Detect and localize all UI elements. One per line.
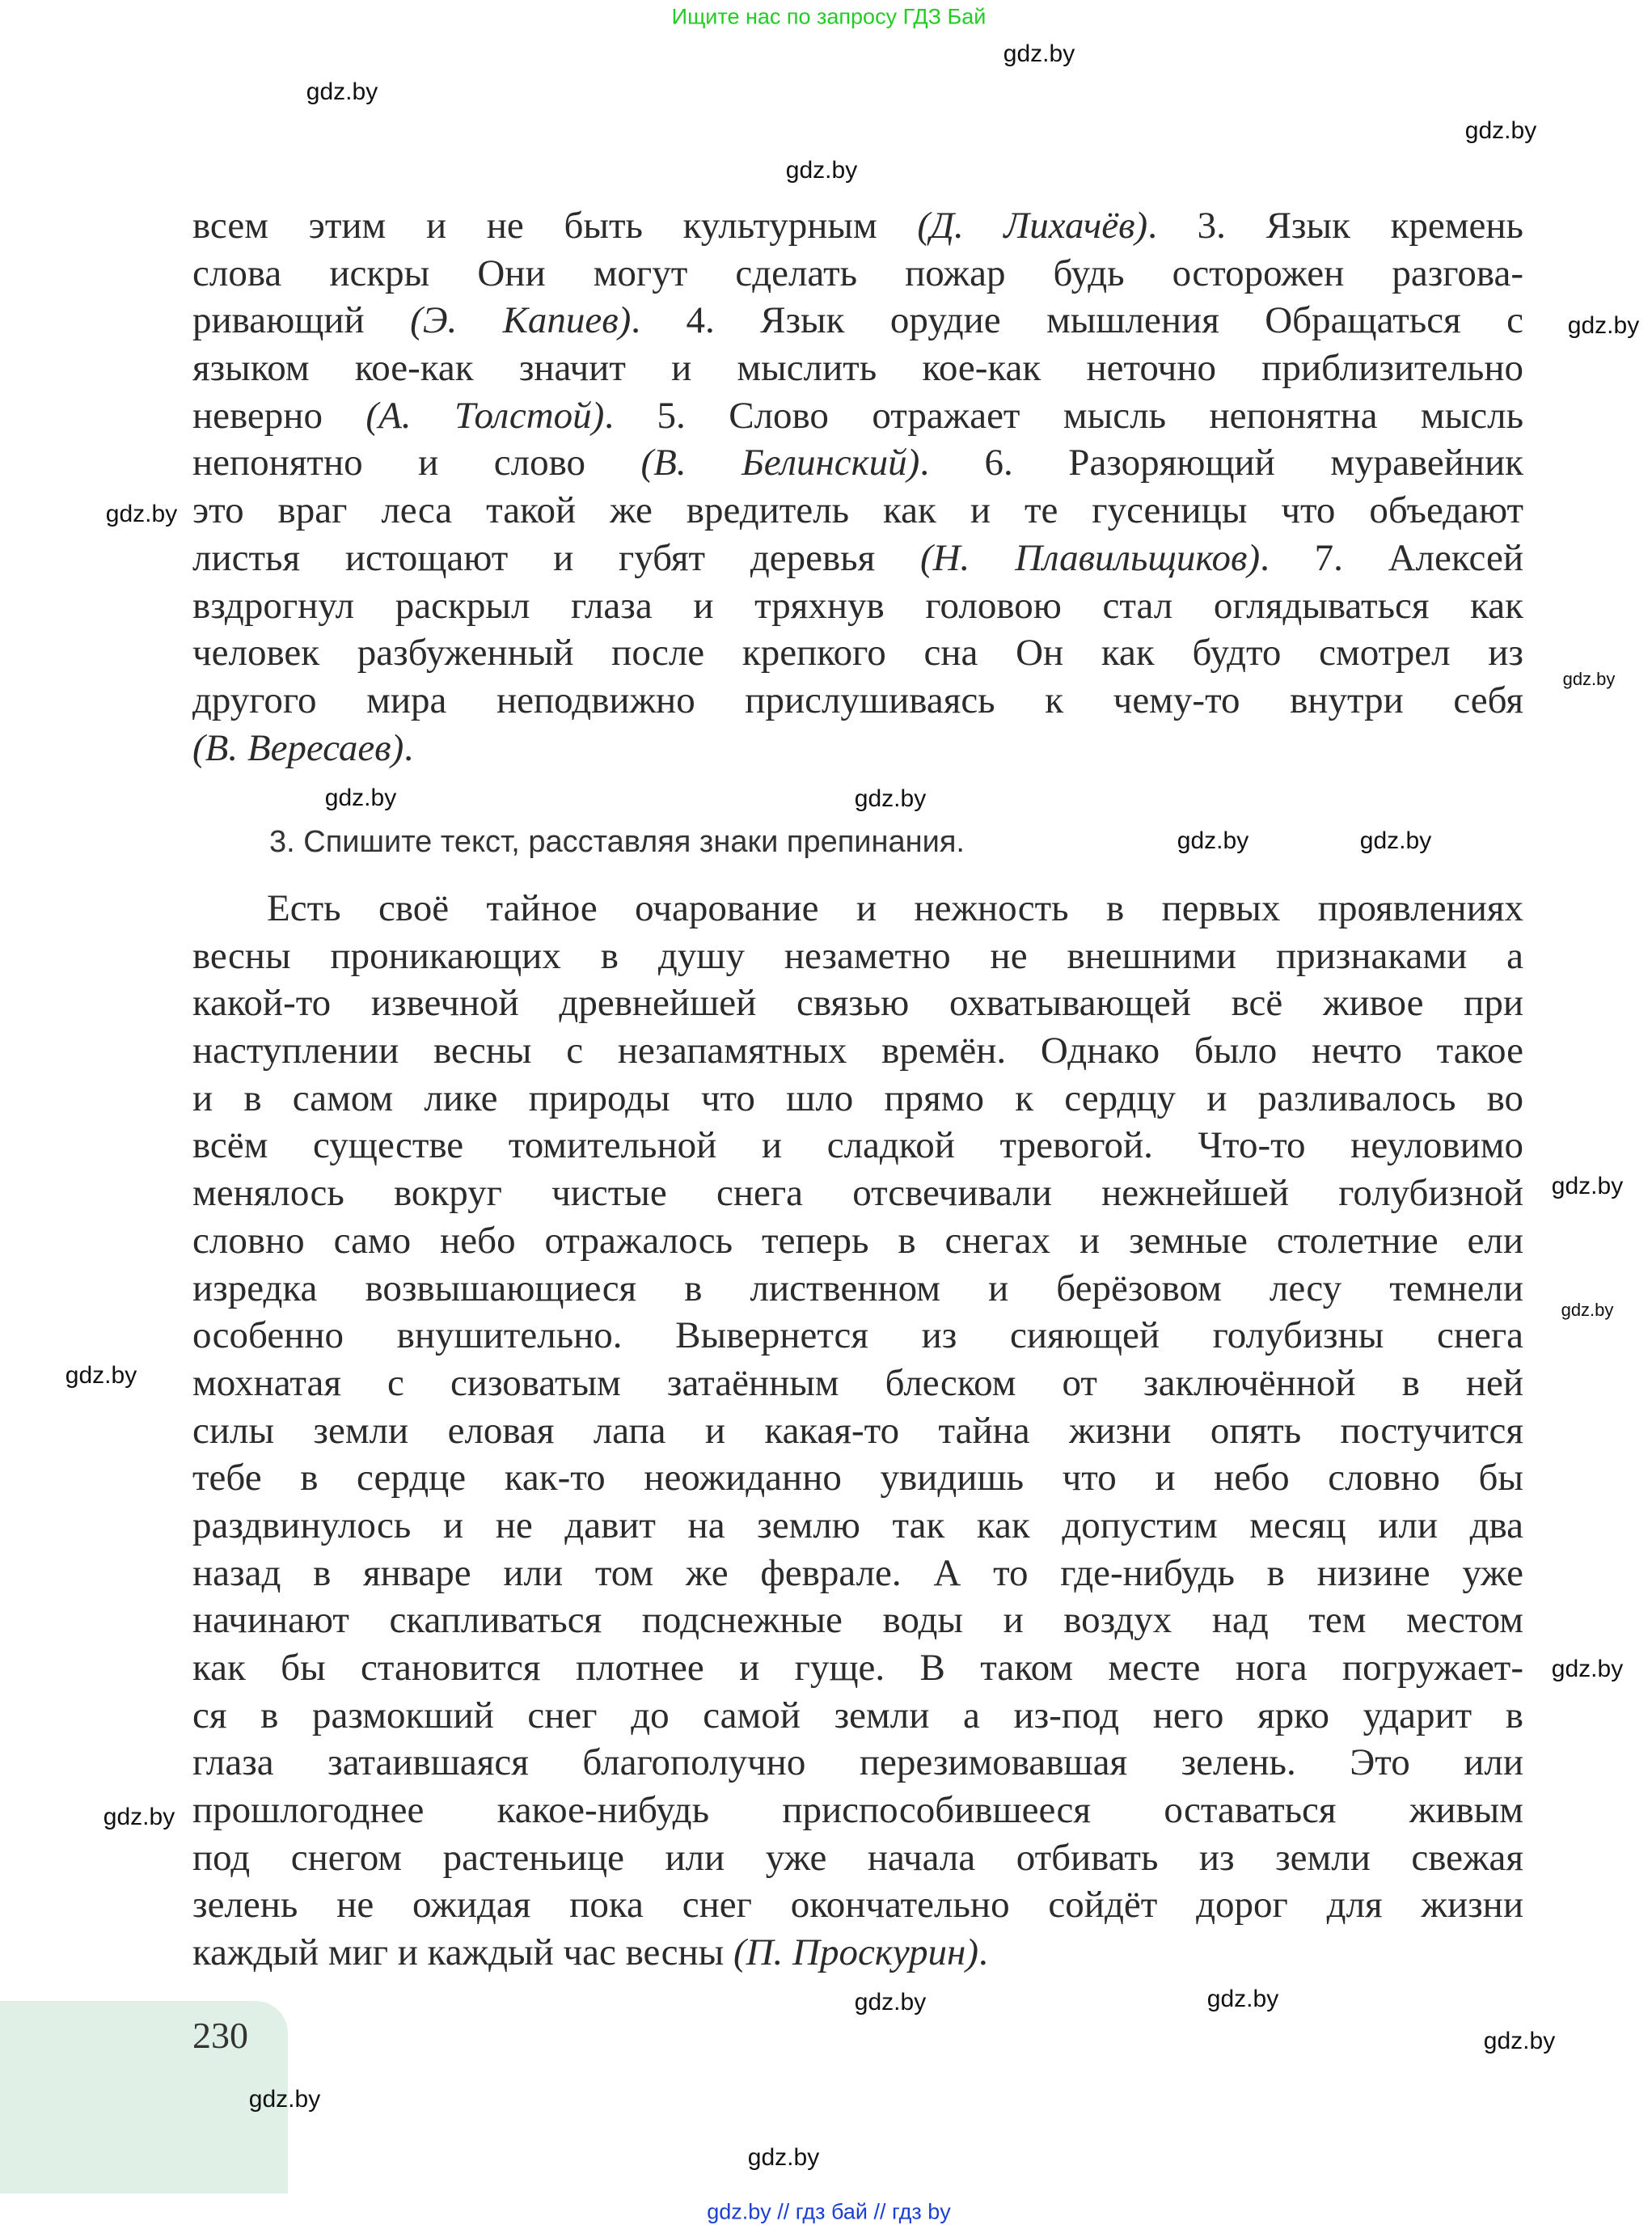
- task-instruction: 3. Спишите текст, расставляя знаки препинания.: [269, 825, 965, 859]
- text-segment: силы земли еловая лапа и какая-то тайна жизни опять постучится: [192, 1409, 1523, 1452]
- author-citation: (В. Белинский): [640, 442, 920, 484]
- text-line: [192, 1929, 1523, 1977]
- text-segment: назад в январе или том же феврале. А то где-нибудь в низине уже: [192, 1551, 1523, 1594]
- text-segment: слова искры Они могут сделать пожар будь осторожен разгова-: [192, 252, 1523, 294]
- watermark: gdz.by: [1562, 669, 1616, 689]
- text-segment: особенно внушительно. Вывернется из сияющей голубизны снега: [192, 1314, 1523, 1357]
- text-line: [192, 392, 1523, 440]
- text-segment: менялось вокруг чистые снега отсвечивали нежнейшей голубизной: [192, 1172, 1523, 1215]
- watermark: gdz.by: [105, 501, 178, 527]
- text-line: [192, 1122, 1523, 1170]
- exercise-text-paragraph-1: [192, 202, 1523, 772]
- text-line: [192, 1075, 1523, 1123]
- text-segment: и в самом лике природы что шло прямо к сердцу и разливалось во: [192, 1077, 1523, 1119]
- text-line: [192, 345, 1523, 392]
- text-segment: каждый миг и каждый час весны: [192, 1931, 733, 1974]
- author-citation: (А. Толстой): [365, 394, 605, 437]
- text-line: [192, 1265, 1523, 1313]
- text-segment: всём существе томительной и сладкой тревогой. Что-то неуловимо: [192, 1124, 1523, 1167]
- text-segment: словно само небо отражалось теперь в снегах и земные столетние ели: [192, 1219, 1523, 1262]
- text-line: [192, 933, 1523, 980]
- text-line: [192, 1360, 1523, 1407]
- page-number: 230: [192, 2015, 248, 2056]
- watermark: gdz.by: [1206, 1986, 1279, 2012]
- text-segment: . 7. Алексей: [1260, 536, 1523, 579]
- text-line: [192, 1170, 1523, 1217]
- author-citation: (Э. Капиев): [410, 299, 632, 342]
- text-line: [192, 1597, 1523, 1644]
- text-line: [192, 1881, 1523, 1929]
- text-line: [192, 535, 1523, 582]
- text-segment: неверно: [192, 394, 366, 437]
- text-segment: всем этим и не быть культурным: [192, 205, 918, 247]
- watermark: gdz.by: [854, 1989, 927, 2016]
- watermark: gdz.by: [103, 1804, 175, 1830]
- exercise-text-paragraph-2: [192, 885, 1523, 1977]
- text-line: [192, 1502, 1523, 1550]
- text-line: [192, 487, 1523, 535]
- text-segment: Есть своё тайное очарование и нежность в первых проявлениях: [267, 887, 1523, 929]
- text-segment: глаза затаившаяся благополучно перезимовавшая зелень. Это или: [192, 1741, 1523, 1784]
- author-citation: (Д. Лихачёв): [917, 205, 1148, 247]
- footer-links[interactable]: gdz.by // гдз бай // гдз by: [707, 2199, 951, 2224]
- text-line: [192, 677, 1523, 725]
- text-line: [192, 1644, 1523, 1692]
- text-line: [192, 725, 1523, 772]
- text-segment: прошлогоднее какое-нибудь приспособившееся оставаться живым: [192, 1789, 1523, 1832]
- text-segment: человек разбуженный после крепкого сна Он как будто смотрел из: [192, 632, 1523, 675]
- watermark: gdz.by: [1551, 1656, 1624, 1682]
- author-citation: (П. Проскурин): [733, 1931, 979, 1974]
- text-segment: наступлении весны с незапамятных времён. Однако было нечто такое: [192, 1030, 1523, 1072]
- text-segment: какой-то извечной древнейшей связью охватывающей всё живое при: [192, 982, 1523, 1025]
- text-line: [192, 297, 1523, 345]
- text-segment: языком кое-как значит и мыслить кое-как неточно приблизительно: [192, 347, 1523, 390]
- text-line: [192, 1739, 1523, 1787]
- text-segment: . 5. Слово отражает мысль непонятна мысль: [604, 394, 1523, 437]
- text-segment: это враг леса такой же вредитель как и те гусеницы что объедают: [192, 489, 1523, 532]
- text-segment: непонятно и слово: [192, 442, 641, 484]
- text-segment: . 3. Язык кремень: [1147, 205, 1523, 247]
- text-segment: весны проникающих в душу незаметно не внешними признаками а: [192, 934, 1523, 977]
- watermark: gdz.by: [854, 785, 927, 812]
- text-segment: .: [978, 1931, 988, 1974]
- text-line: [192, 1692, 1523, 1740]
- watermark: gdz.by: [1359, 827, 1432, 854]
- watermark: gdz.by: [1551, 1173, 1624, 1199]
- watermark: gdz.by: [306, 78, 378, 105]
- text-line: [192, 629, 1523, 677]
- text-segment: начинают скапливаться подснежные воды и воздух над тем местом: [192, 1599, 1523, 1642]
- text-line: [192, 1787, 1523, 1834]
- text-segment: раздвинулось и не давит на землю так как допустим месяц или два: [192, 1504, 1523, 1546]
- text-segment: ривающий: [192, 299, 411, 342]
- text-line: [192, 1834, 1523, 1882]
- text-segment: как бы становится плотнее и гуще. В таком месте нога погружает-: [192, 1647, 1523, 1689]
- text-segment: изредка возвышающиеся в лиственном и берёзовом лесу темнели: [192, 1267, 1523, 1309]
- text-segment: мохнатая с сизоватым затаённым блеском от заключённой в ней: [192, 1361, 1523, 1404]
- text-line: [192, 885, 1523, 933]
- text-line: [192, 582, 1523, 630]
- text-line: [192, 979, 1523, 1027]
- watermark: gdz.by: [785, 157, 858, 184]
- text-segment: ся в размокший снег до самой земли а из-под него ярко ударит в: [192, 1694, 1523, 1736]
- promo-link[interactable]: Ищите нас по запросу ГДЗ Бай: [671, 4, 987, 29]
- text-segment: под снегом растеньице или уже начала отбивать из земли свежая: [192, 1836, 1523, 1879]
- watermark: gdz.by: [1003, 40, 1075, 67]
- text-line: [192, 250, 1523, 298]
- watermark: gdz.by: [65, 1362, 137, 1389]
- watermark: gdz.by: [747, 2144, 820, 2171]
- text-segment: . 6. Разоряющий муравейник: [919, 442, 1523, 484]
- text-line: [192, 1407, 1523, 1455]
- text-segment: зелень не ожидая пока снег окончательно сойдёт дорог для жизни: [192, 1884, 1523, 1927]
- text-line: [192, 202, 1523, 250]
- text-segment: тебе в сердце как-то неожиданно увидишь что и небо словно бы: [192, 1457, 1523, 1500]
- author-citation: (Н. Плавильщиков): [919, 536, 1261, 579]
- text-line: [192, 1027, 1523, 1075]
- watermark: gdz.by: [1177, 827, 1249, 854]
- text-segment: листья истощают и губят деревья: [192, 536, 920, 579]
- text-segment: другого мира неподвижно прислушиваясь к чему-то внутри себя: [192, 679, 1523, 721]
- text-segment: вздрогнул раскрыл глаза и тряхнув головою стал оглядываться как: [192, 584, 1523, 627]
- watermark: gdz.by: [1464, 117, 1537, 144]
- text-line: [192, 439, 1523, 487]
- author-citation: (В. Вересаев): [192, 726, 404, 769]
- watermark: gdz.by: [1483, 2028, 1556, 2054]
- text-line: [192, 1217, 1523, 1265]
- text-line: [192, 1550, 1523, 1597]
- text-line: [192, 1454, 1523, 1502]
- text-line: [192, 1312, 1523, 1360]
- text-segment: . 4. Язык орудие мышления Обращаться с: [631, 299, 1523, 342]
- text-segment: .: [403, 726, 413, 769]
- watermark: gdz.by: [1567, 312, 1640, 339]
- watermark: gdz.by: [324, 785, 397, 811]
- watermark: gdz.by: [1561, 1300, 1614, 1320]
- watermark: gdz.by: [248, 2086, 321, 2113]
